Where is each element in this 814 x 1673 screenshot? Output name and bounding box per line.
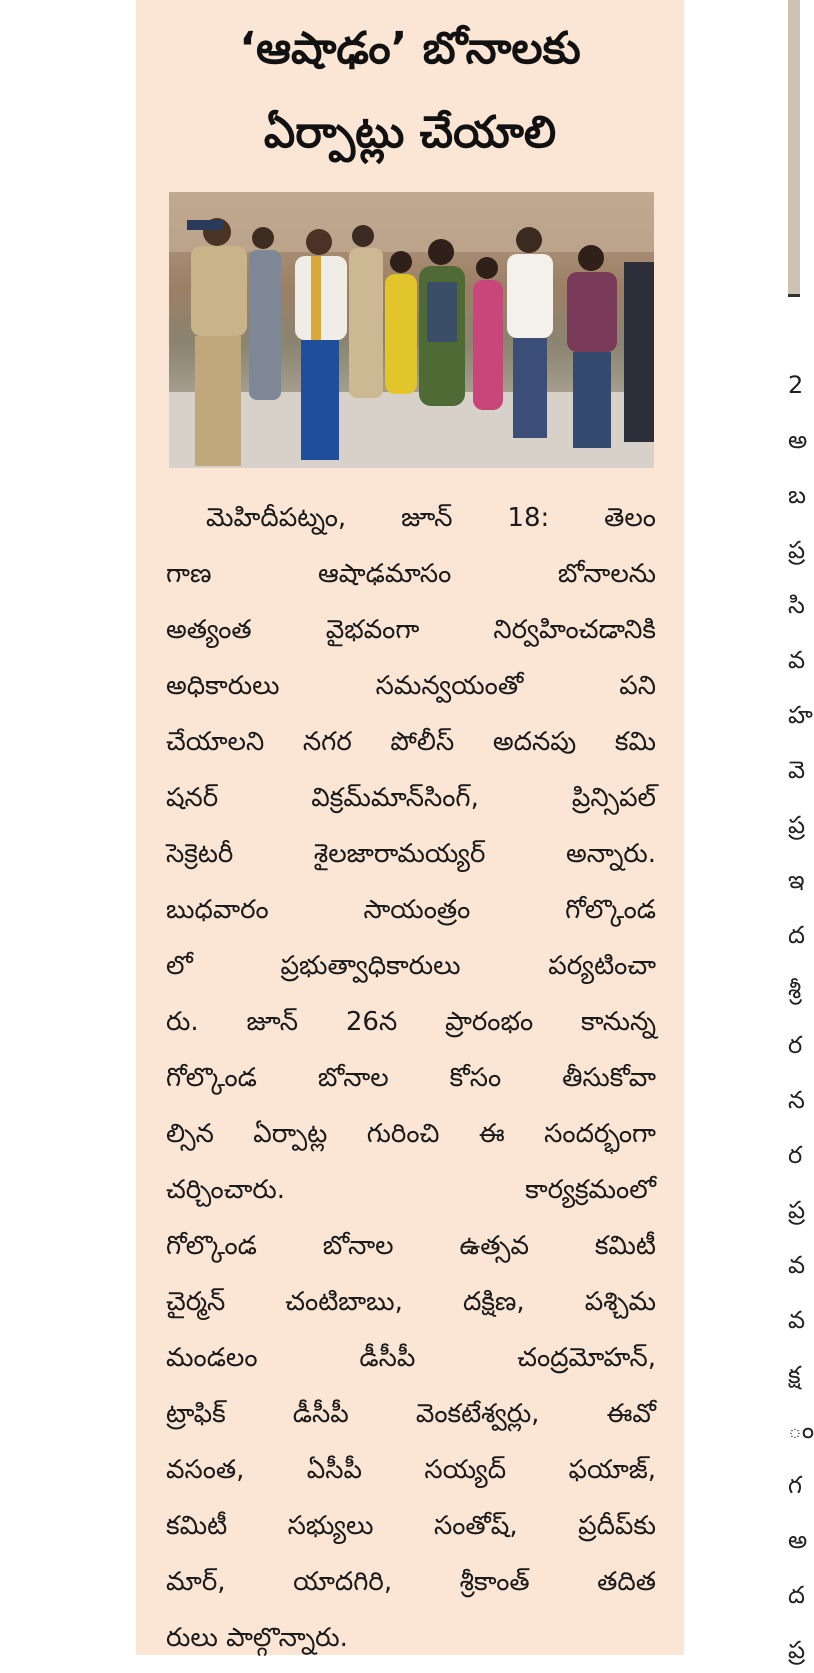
- adjacent-text-fragment: హ: [788, 701, 813, 729]
- body-line: మండలం డీసీపీ చంద్రమోహన్,: [166, 1343, 656, 1373]
- body-line: లో ప్రభుత్వాధికారులు పర్యటించా: [166, 951, 656, 981]
- body-line: ట్రాఫిక్ డీసీపీ వెంకటేశ్వర్లు, ఈవో: [166, 1399, 656, 1429]
- body-line: సెక్రెటరీ శైలజారామయ్యర్ అన్నారు.: [166, 839, 656, 869]
- body-line: అధికారులు సమన్వయంతో పని: [166, 671, 656, 701]
- body-line: చైర్మన్ చంటిబాబు, దక్షిణ, పశ్చిమ: [166, 1287, 656, 1317]
- adjacent-article-edge: [788, 0, 814, 1673]
- headline-line-2: ఏర్పాట్లు చేయాలి: [263, 107, 557, 158]
- adjacent-text-fragment: ం: [788, 1416, 814, 1444]
- adjacent-text-fragment: వ: [788, 1251, 806, 1279]
- adjacent-text-fragment: బ: [788, 481, 806, 509]
- adjacent-text-fragment: వ: [788, 646, 806, 674]
- adjacent-text-fragment: ర: [788, 1141, 803, 1169]
- adjacent-text-fragment: ప్ర: [788, 811, 806, 839]
- body-line: అత్యంత వైభవంగా నిర్వహించడానికి: [166, 615, 656, 645]
- adjacent-text-fragment: వ: [788, 1306, 806, 1334]
- adjacent-photo: [788, 0, 800, 297]
- body-line: కమిటీ సభ్యులు సంతోష్, ప్రదీప్‌కు: [166, 1511, 656, 1541]
- news-article: [136, 0, 684, 1655]
- body-line: చేయాలని నగర పోలీస్ అదనపు కమి: [166, 727, 656, 757]
- body-line: బుధవారం సాయంత్రం గోల్కొండ: [166, 895, 656, 925]
- adjacent-text-fragment: క్ష: [788, 1361, 801, 1389]
- body-line: గోల్కొండ బోనాల కోసం తీసుకోవా: [166, 1063, 656, 1093]
- adjacent-text-fragment: ద: [788, 1581, 805, 1609]
- adjacent-text-fragment: ప్ర: [788, 1196, 806, 1224]
- news-photo: [169, 192, 654, 468]
- body-line: ల్సిన ఏర్పాట్ల గురించి ఈ సందర్భంగా: [166, 1119, 656, 1149]
- body-line: రు. జూన్ 26న ప్రారంభం కానున్న: [166, 1007, 656, 1037]
- adjacent-text-fragment: ప్ర: [788, 1636, 806, 1664]
- body-line: గాణ ఆషాఢమాసం బోనాలను: [166, 559, 656, 589]
- article-body: [166, 490, 656, 1666]
- body-line: షనర్ విక్రమ్‌మాన్‌సింగ్, ప్రిన్సిపల్: [166, 783, 656, 813]
- adjacent-text-fragment: ర: [788, 1031, 803, 1059]
- body-line: గోల్కొండ బోనాల ఉత్సవ కమిటీ: [166, 1231, 656, 1261]
- adjacent-text-fragment: సి: [788, 591, 805, 619]
- body-line: వసంత, ఏసీపీ సయ్యద్ ఫయాజ్,: [166, 1455, 656, 1485]
- adjacent-text-fragment: ప్ర: [788, 536, 806, 564]
- headline-line-1: ‘ఆషాఢం’ బోనాలకు: [239, 23, 581, 74]
- body-line: చర్చించారు. కార్యక్రమంలో: [166, 1175, 656, 1205]
- body-line: మార్, యాదగిరి, శ్రీకాంత్ తదిత: [166, 1567, 656, 1597]
- body-line: రులు పాల్గొన్నారు.: [166, 1623, 348, 1653]
- adjacent-text-fragment: వె: [788, 756, 806, 784]
- adjacent-text-fragment: ద: [788, 921, 805, 949]
- adjacent-text-fragment: అ: [788, 1526, 808, 1554]
- adjacent-text-fragment: గ: [788, 1471, 802, 1499]
- adjacent-text-fragment: ఇ: [788, 866, 805, 894]
- adjacent-text-fragment: అ: [788, 426, 808, 454]
- adjacent-text-fragment: 2: [788, 371, 804, 399]
- body-line: మెహిదీపట్నం, జూన్ 18: తెలం: [206, 503, 656, 533]
- adjacent-text-fragment: శ్రీ: [788, 976, 802, 1004]
- adjacent-text-fragment: న: [788, 1086, 805, 1114]
